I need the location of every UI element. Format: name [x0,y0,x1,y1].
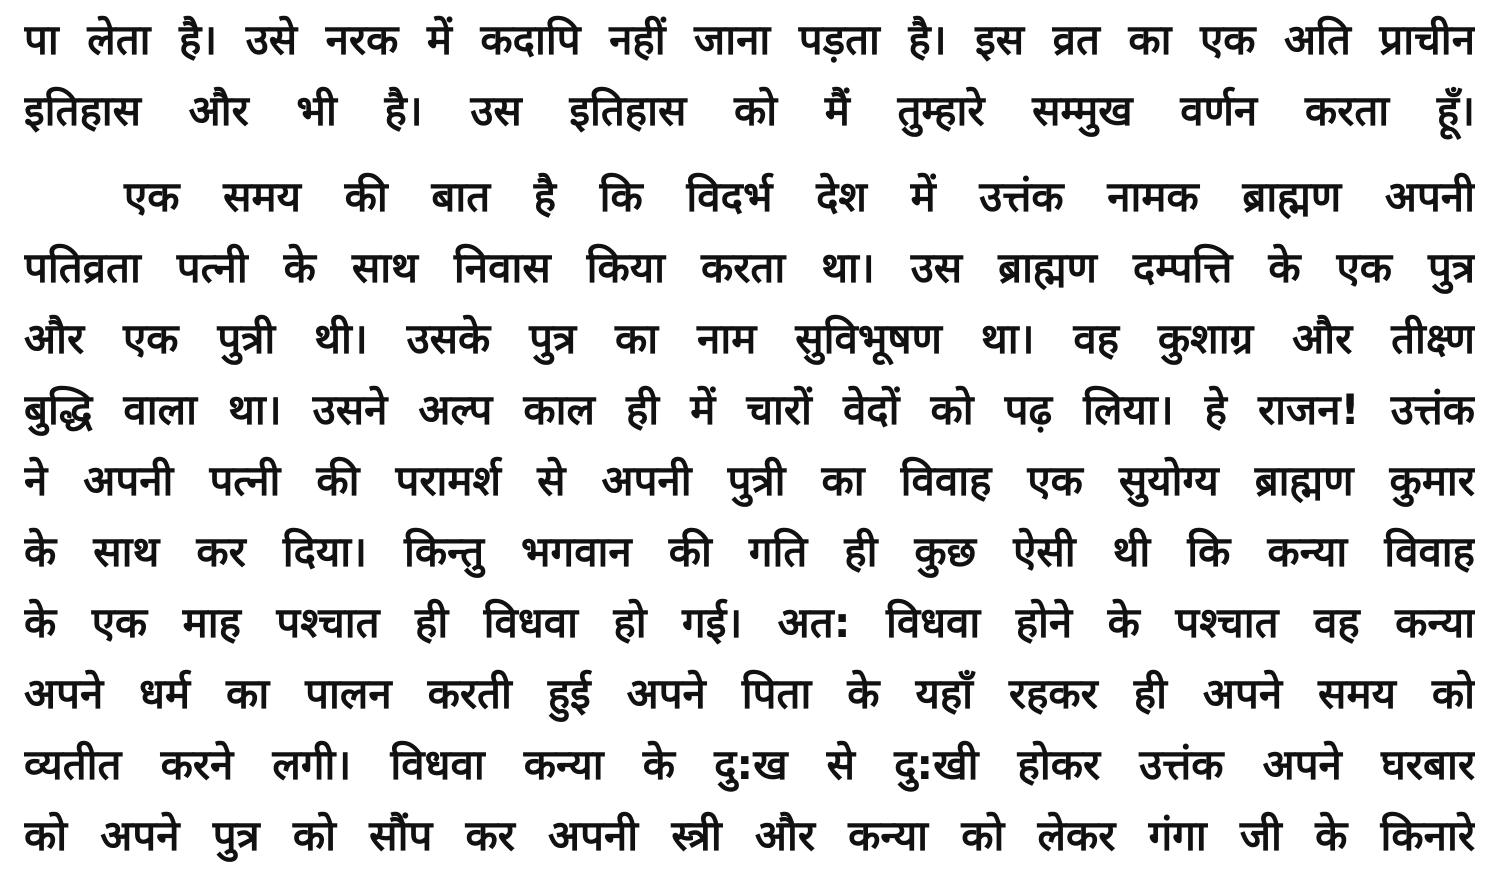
text-line: पतिव्रता पत्नी के साथ निवास किया करता था। उस ब्राह्मण दम्पत्ति के एक पुत्र [24,243,1475,292]
text-line: और एक पुत्री थी। उसके पुत्र का नाम सुविभूषण था। वह कुशाग्र और तीक्ष्ण [24,314,1475,363]
paragraph-1 [24,4,1475,146]
text-line: ने अपनी पत्नी की परामर्श से अपनी पुत्री का विवाह एक सुयोग्य ब्राह्मण कुमार [24,456,1475,505]
text-line: अपने धर्म का पालन करती हुई अपने पिता के यहाँ रहकर ही अपने समय को [24,669,1475,718]
paragraph-gap [24,146,1475,161]
text-line: बुद्धि वाला था। उसने अल्प काल ही में चारों वेदों को पढ़ लिया। हे राजन! उत्तंक [24,385,1475,434]
text-line: व्यतीत करने लगी। विधवा कन्या के दु:ख से दु:खी होकर उत्तंक अपने घरबार [24,740,1475,789]
text-line: के साथ कर दिया। किन्तु भगवान की गति ही कुछ ऐसी थी कि कन्या विवाह [24,527,1475,576]
text-line: पा लेता है। उसे नरक में कदापि नहीं जाना पड़ता है। इस व्रत का एक अति प्राचीन [24,15,1475,64]
text-line: को अपने पुत्र को सौंप कर अपनी स्त्री और कन्या को लेकर गंगा जी के किनारे [24,811,1475,860]
paragraph-2 [24,161,1475,871]
text-line-first: एक समय की बात है कि विदर्भ देश में उत्तंक नामक ब्राह्मण अपनी [124,172,1475,221]
text-line: इतिहास और भी है। उस इतिहास को मैं तुम्हारे सम्मुख वर्णन करता हूँ। [24,86,1475,135]
text-line: के एक माह पश्चात ही विधवा हो गई। अत: विधवा होने के पश्चात वह कन्या [24,598,1475,647]
